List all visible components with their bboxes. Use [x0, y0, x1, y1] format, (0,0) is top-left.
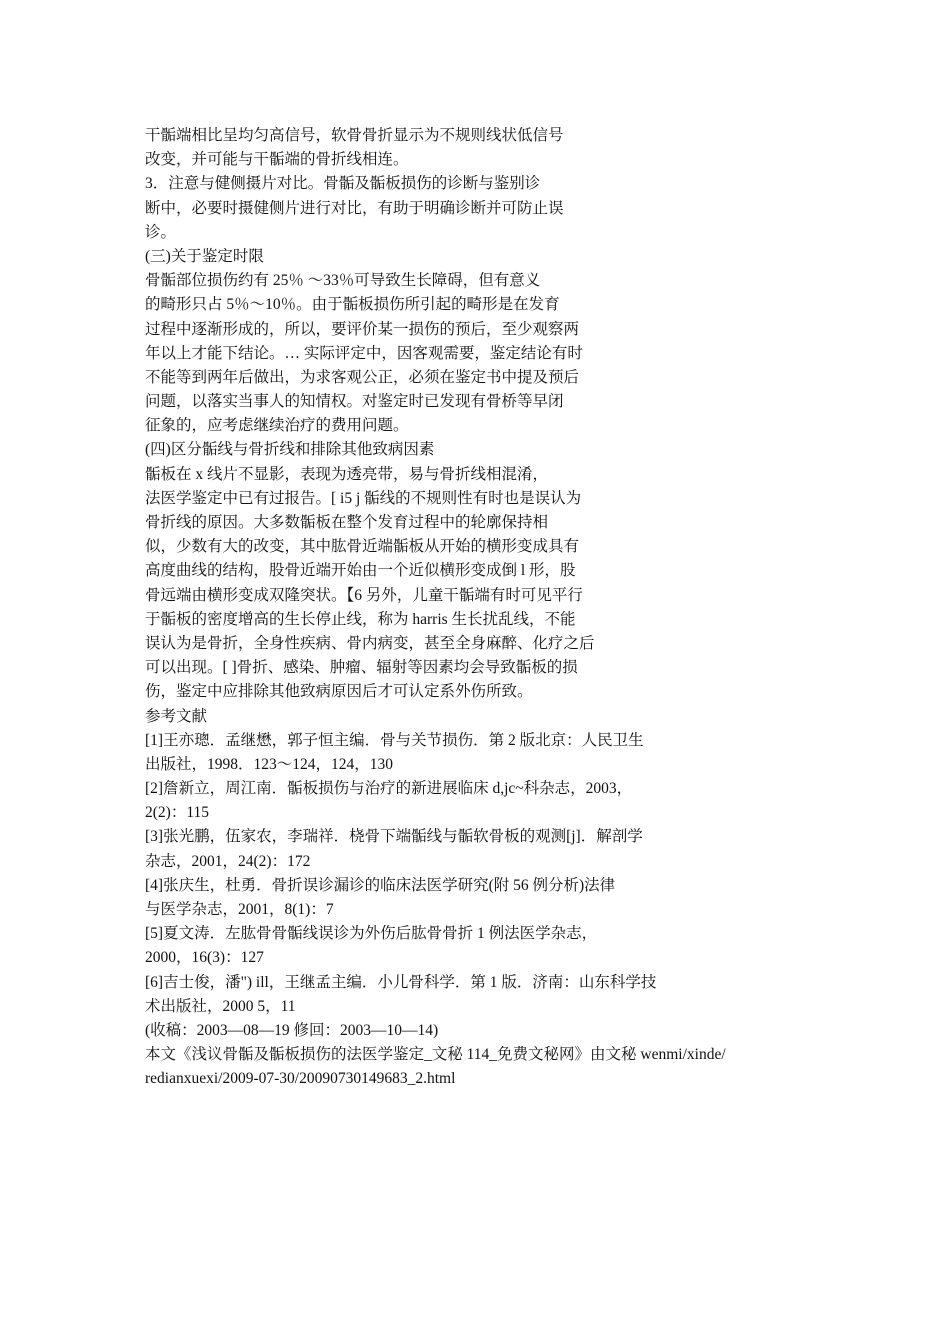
- text-line: [5]夏文涛．左肱骨骨骺线误诊为外伤后肱骨骨折 1 例法医学杂志，: [145, 925, 598, 943]
- text-line: 似，少数有大的改变，其中肱骨近端骺板从开始的横形变成具有: [145, 538, 580, 556]
- text-line: 诊。: [145, 223, 177, 241]
- text-line: 骨骺部位损伤约有 25％ ～33％可导致生长障碍，但有意义: [145, 272, 541, 290]
- text-line: 断中，必要时摄健侧片进行对比，有助于明确诊断并可防止误: [145, 199, 564, 217]
- text-line: [4]张庆生，杜勇．骨折误诊漏诊的临床法医学研究(附 56 例分析)法律: [145, 876, 616, 894]
- text-line: 可以出现。[ ]骨折、感染、肿瘤、辐射等因素均会导致骺板的损: [145, 659, 578, 677]
- text-line: [6]吉士俊，潘") ill，王继孟主编．小儿骨科学．第 1 版．济南：山东科学技: [145, 973, 657, 991]
- article-body: [145, 124, 845, 1043]
- text-line: 年以上才能下结论。… 实际评定中，因客观需要，鉴定结论有时: [145, 344, 583, 362]
- text-line: 2000，16(3)：127: [145, 949, 264, 967]
- text-line: 术出版社，2000 5，11: [145, 997, 296, 1015]
- text-line: [1]王亦璁．孟继懋，郭子恒主编．骨与关节损伤．第 2 版北京：人民卫生: [145, 731, 644, 749]
- text-line: 高度曲线的结构，股骨近端开始由一个近似横形变成倒 l 形，股: [145, 562, 576, 580]
- text-line: 出版社，1998．123～124，124，130: [145, 755, 394, 773]
- text-line: 伤，鉴定中应排除其他致病原因后才可认定系外伤所致。: [145, 683, 533, 701]
- text-line: 2(2)：115: [145, 804, 209, 822]
- text-line: [3]张光鹏，伍家农，李瑞祥．桡骨下端骺线与骺软骨板的观测[j]．解剖学: [145, 828, 643, 846]
- text-line: (四)区分骺线与骨折线和排除其他致病因素: [145, 441, 435, 459]
- text-line: 过程中逐渐形成的，所以，要评价某一损伤的预后，至少观察两: [145, 320, 580, 338]
- text-line: 骨远端由横形变成双隆突状。【6 另外，儿童干骺端有时可见平行: [145, 586, 583, 604]
- text-line: (三)关于鉴定时限: [145, 247, 264, 265]
- text-line: 征象的，应考虑继续治疗的费用问题。: [145, 417, 409, 435]
- text-line: 法医学鉴定中已有过报告。[ i5 j 骺线的不规则性有时也是误认为: [145, 489, 582, 507]
- text-line: 杂志，2001，24(2)：172: [145, 852, 311, 870]
- source-note-line-2: redianxuexi/2009-07-30/20090730149683_2.html: [145, 1070, 456, 1088]
- text-line: 参考文献: [145, 707, 208, 725]
- text-line: 的畸形只占 5％～10％。由于骺板损伤所引起的畸形是在发育: [145, 296, 560, 314]
- text-line: 不能等到两年后做出，为求客观公正，必须在鉴定书中提及预后: [145, 368, 580, 386]
- source-note-line-1: 本文《浅议骨骺及骺板损伤的法医学鉴定_文秘 114_免费文秘网》由文秘 wenmi/xinde/: [145, 1046, 726, 1064]
- text-line: 问题，以落实当事人的知情权。对鉴定时已发现有骨桥等早闭: [145, 393, 564, 411]
- text-line: [2]詹新立，周江南．骺板损伤与治疗的新进展临床 d,jc~科杂志，2003，: [145, 780, 633, 798]
- text-line: 骺板在 x 线片不显影，表现为透亮带，易与骨折线相混淆，: [145, 465, 549, 483]
- text-line: 改变，并可能与干骺端的骨折线相连。: [145, 151, 409, 169]
- text-line: 于骺板的密度增高的生长停止线，称为 harris 生长扰乱线，不能: [145, 610, 576, 628]
- text-line: 误认为是骨折，全身性疾病、骨内病变，甚至全身麻醉、化疗之后: [145, 634, 595, 652]
- text-line: 3．注意与健侧摄片对比。骨骺及骺板损伤的诊断与鉴别诊: [145, 175, 541, 193]
- text-line: (收稿：2003—08—19 修回：2003—10—14): [145, 1021, 439, 1039]
- document-page: [145, 124, 845, 1092]
- text-line: 骨折线的原因。大多数骺板在整个发育过程中的轮廓保持相: [145, 514, 549, 531]
- text-line: 干骺端相比呈均匀高信号，软骨骨折显示为不规则线状低信号: [145, 127, 564, 144]
- text-line: 与医学杂志，2001，8(1)：7: [145, 901, 334, 918]
